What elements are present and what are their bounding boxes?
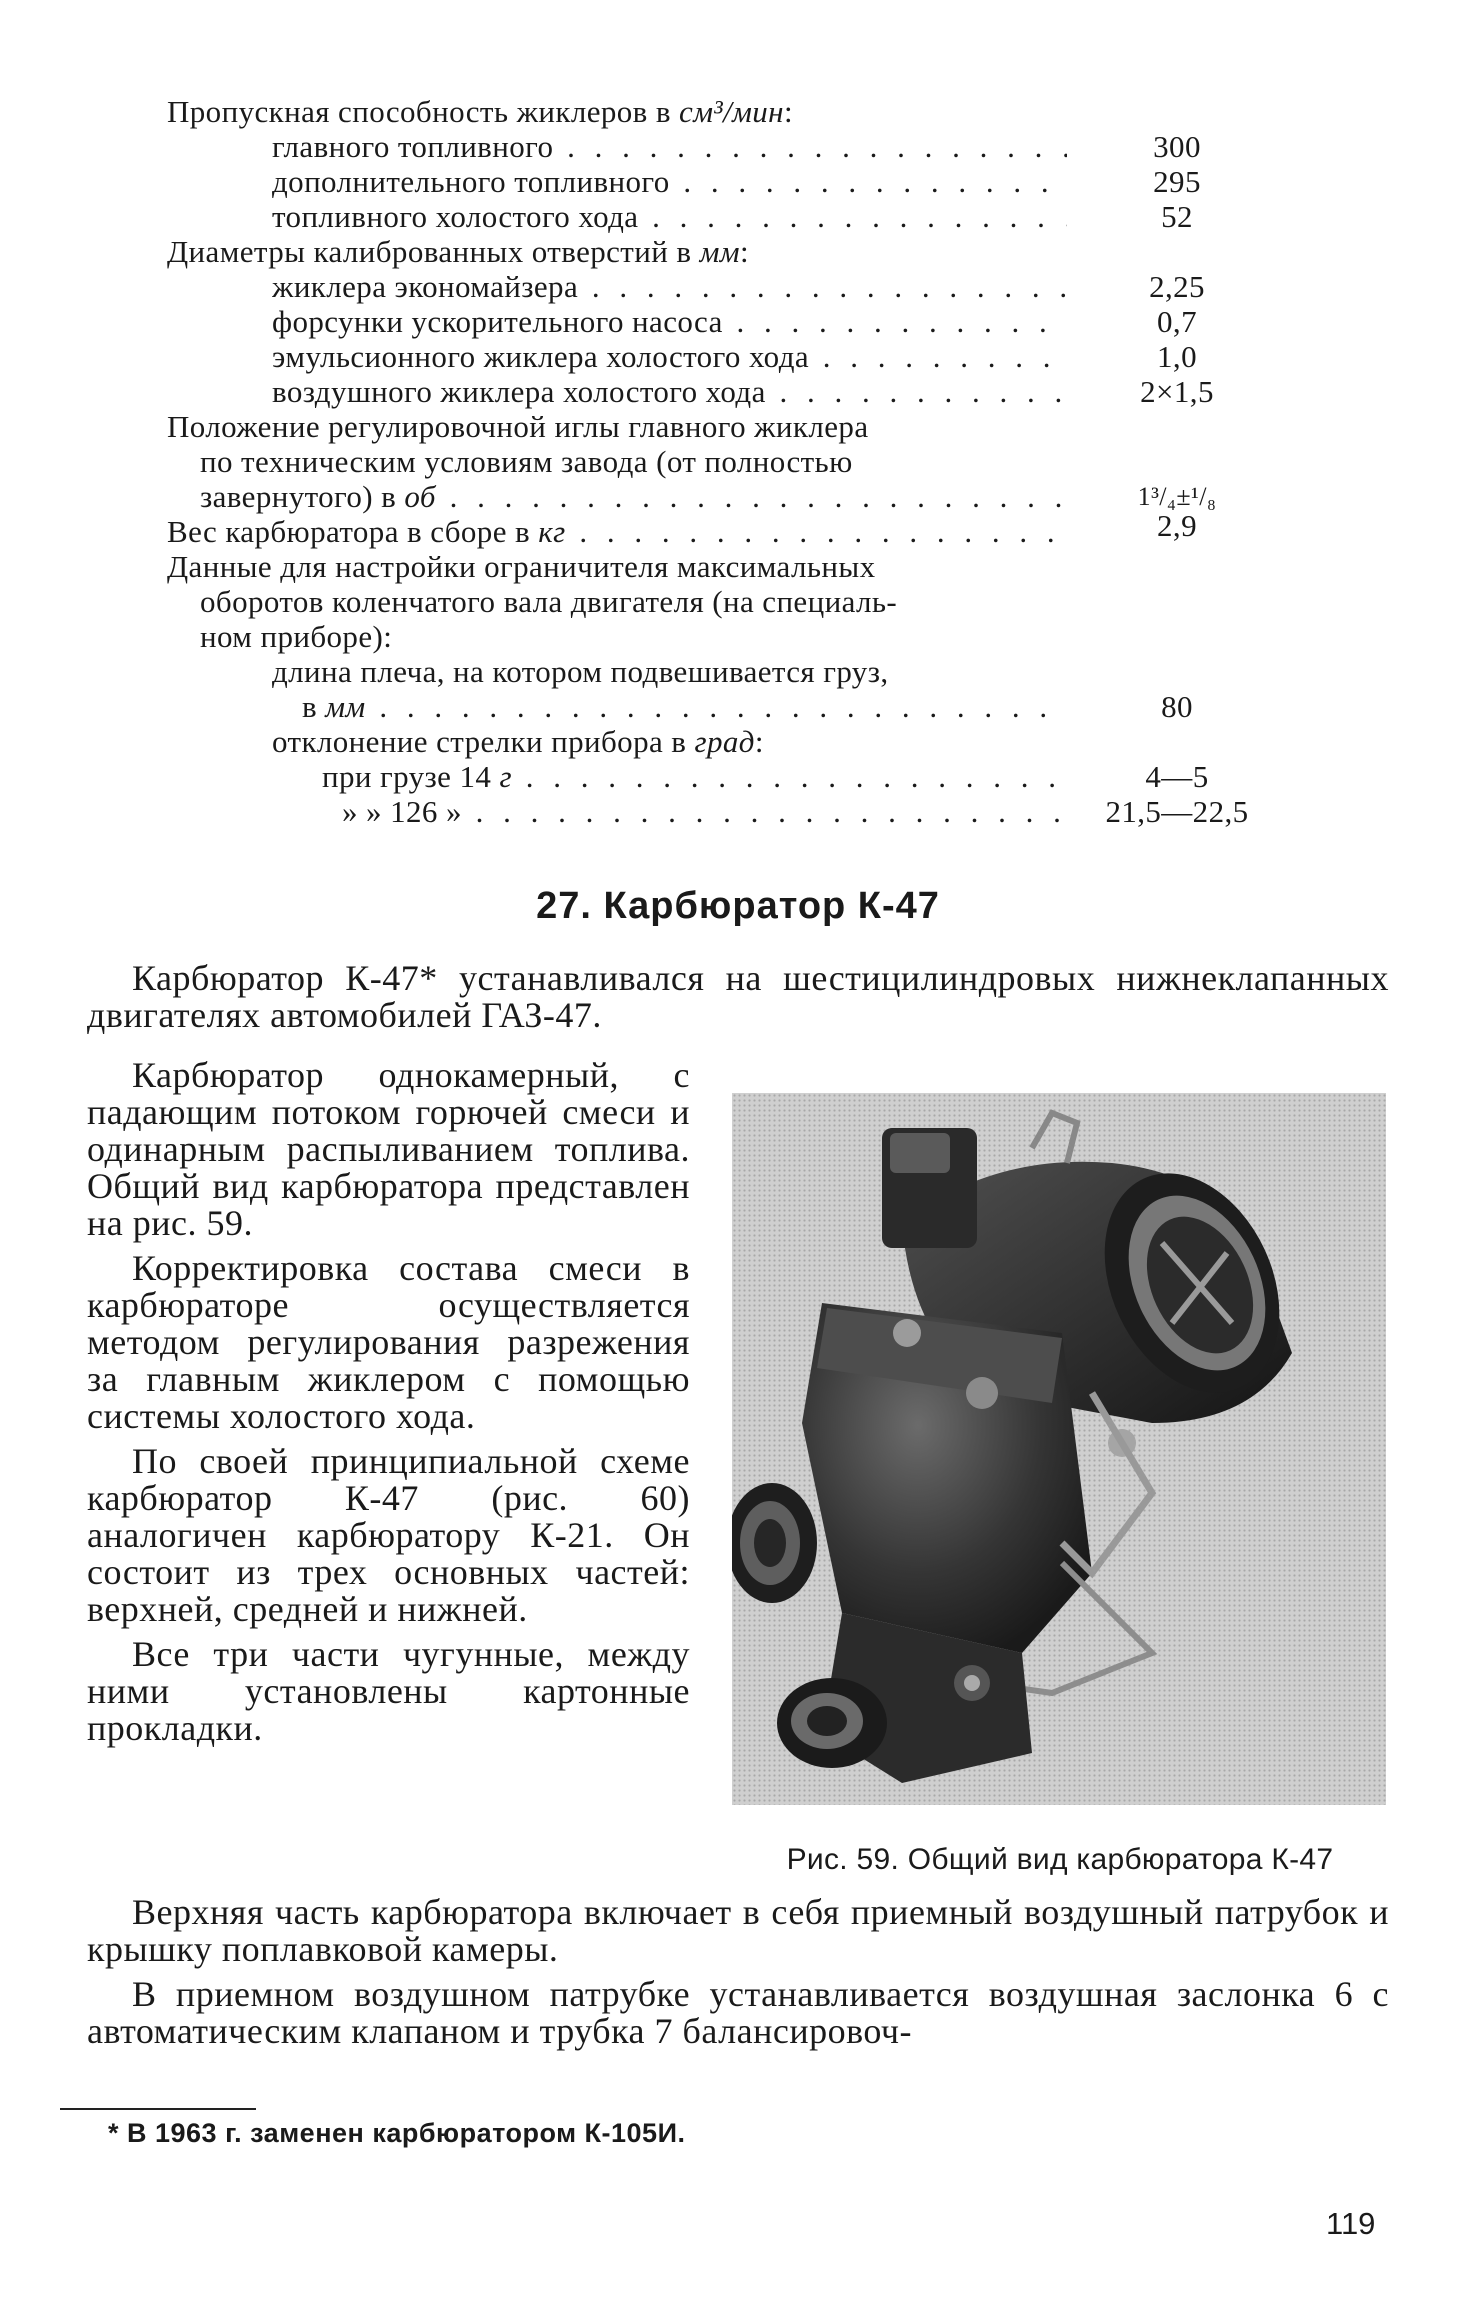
spec-label: эмульсионного жиклера холостого хода [272, 339, 810, 374]
spec-value: 300 [1153, 129, 1201, 164]
spec-label: при грузе 14 г [322, 759, 512, 794]
spec-throughput-header: Пропускная способность жиклеров в см³/мин: [167, 94, 793, 129]
spec-value: 21,5—22,5 [1105, 794, 1249, 829]
spec-row [167, 199, 1277, 234]
spec-label: воздушного жиклера холостого хода [272, 374, 766, 409]
spec-value: 2,9 [1157, 508, 1197, 543]
spec-value: 80 [1161, 689, 1193, 724]
spec-diameters-header: Диаметры калиброванных отверстий в мм: [167, 234, 749, 269]
spec-value: 295 [1153, 164, 1201, 199]
spec-needle-position: Положение регулировочной иглы главного жиклера по техническим условиям завода (от полностью завернутого) в об . . . 1³/₄±¹/₈ [167, 409, 1277, 514]
paragraph: Корректировка состава смеси в карбюраторе осуществляется методом регулирования разрежения за главным жиклером с помощью системы холостого хода. [87, 1248, 690, 1436]
spec-value: 2×1,5 [1140, 374, 1214, 409]
spec-row [167, 339, 1277, 374]
spec-row [167, 374, 1277, 409]
paragraph: Все три части чугунные, между ними установлены картонные прокладки. [87, 1634, 690, 1748]
paragraph: В приемном воздушном патрубке устанавливается воздушная заслонка 6 с автоматическим клапаном и трубка 7 балансировоч- [87, 1974, 1389, 2051]
spec-row [167, 164, 1277, 199]
spec-limiter-header: Данные для настройки ограничителя максимальных оборотов коленчатого вала двигателя (на специаль- ном приборе): [167, 549, 898, 654]
paragraph-intro: Карбюратор К-47* устанавливался на шестицилиндровых нижнеклапанных двигателях автомобилей ГАЗ-47. [87, 958, 1389, 1035]
carburetor-illustration [732, 1093, 1386, 1805]
spec-value: 1,0 [1157, 339, 1197, 374]
spec-row [167, 269, 1277, 304]
section-title: 27. Карбюратор К-47 [536, 885, 940, 927]
spec-label: жиклера экономайзера [272, 269, 579, 304]
spec-row [167, 304, 1277, 339]
footnote: * В 1963 г. заменен карбюратором К-105И. [108, 2118, 686, 2148]
paragraph: Карбюратор однокамерный, с падающим потоком горючей смеси и одинарным распыливанием топлива. Общий вид карбюратора представлен на рис. 59. [87, 1055, 690, 1243]
paragraph: Верхняя часть карбюратора включает в себя приемный воздушный патрубок и крышку поплавковой камеры. [87, 1892, 1389, 1969]
spec-arm-length: длина плеча, на котором подвешивается груз, в мм . . . 80 [167, 654, 1277, 724]
spec-value: 2,25 [1149, 269, 1205, 304]
spec-value: 4—5 [1145, 759, 1209, 794]
footnote-rule [60, 2108, 256, 2110]
left-column-text [87, 1057, 690, 1747]
figure-caption: Рис. 59. Общий вид карбюратора К-47 [786, 1843, 1334, 1876]
spec-label: главного топливного [272, 129, 554, 164]
spec-label: форсунки ускорительного насоса [272, 304, 723, 339]
spec-value: 0,7 [1157, 304, 1197, 339]
spec-value: 1³/₄±¹/₈ [1137, 482, 1217, 511]
paragraph: По своей принципиальной схеме карбюратор К-47 (рис. 60) аналогичен карбюратору К-21. Он состоит из трех основных частей: верхней, средней и нижней. [87, 1441, 690, 1629]
spec-deflection-header: отклонение стрелки прибора в град: [272, 724, 764, 759]
spec-label: топливного холостого хода [272, 199, 639, 234]
carburetor-spec-table [167, 94, 1277, 829]
spec-row [167, 759, 1277, 794]
spec-label: дополнительного топливного [272, 164, 670, 199]
spec-label: Вес карбюратора в сборе в кг [167, 514, 566, 549]
page-number: 119 [1326, 2206, 1376, 2241]
paragraph-bottom [87, 1894, 1389, 2050]
spec-value: 52 [1161, 199, 1193, 234]
spec-row [167, 129, 1277, 164]
spec-row [167, 508, 1277, 549]
carburetor-photo [732, 1093, 1386, 1805]
spec-label: » » 126 » [342, 794, 462, 829]
spec-row [167, 794, 1277, 829]
